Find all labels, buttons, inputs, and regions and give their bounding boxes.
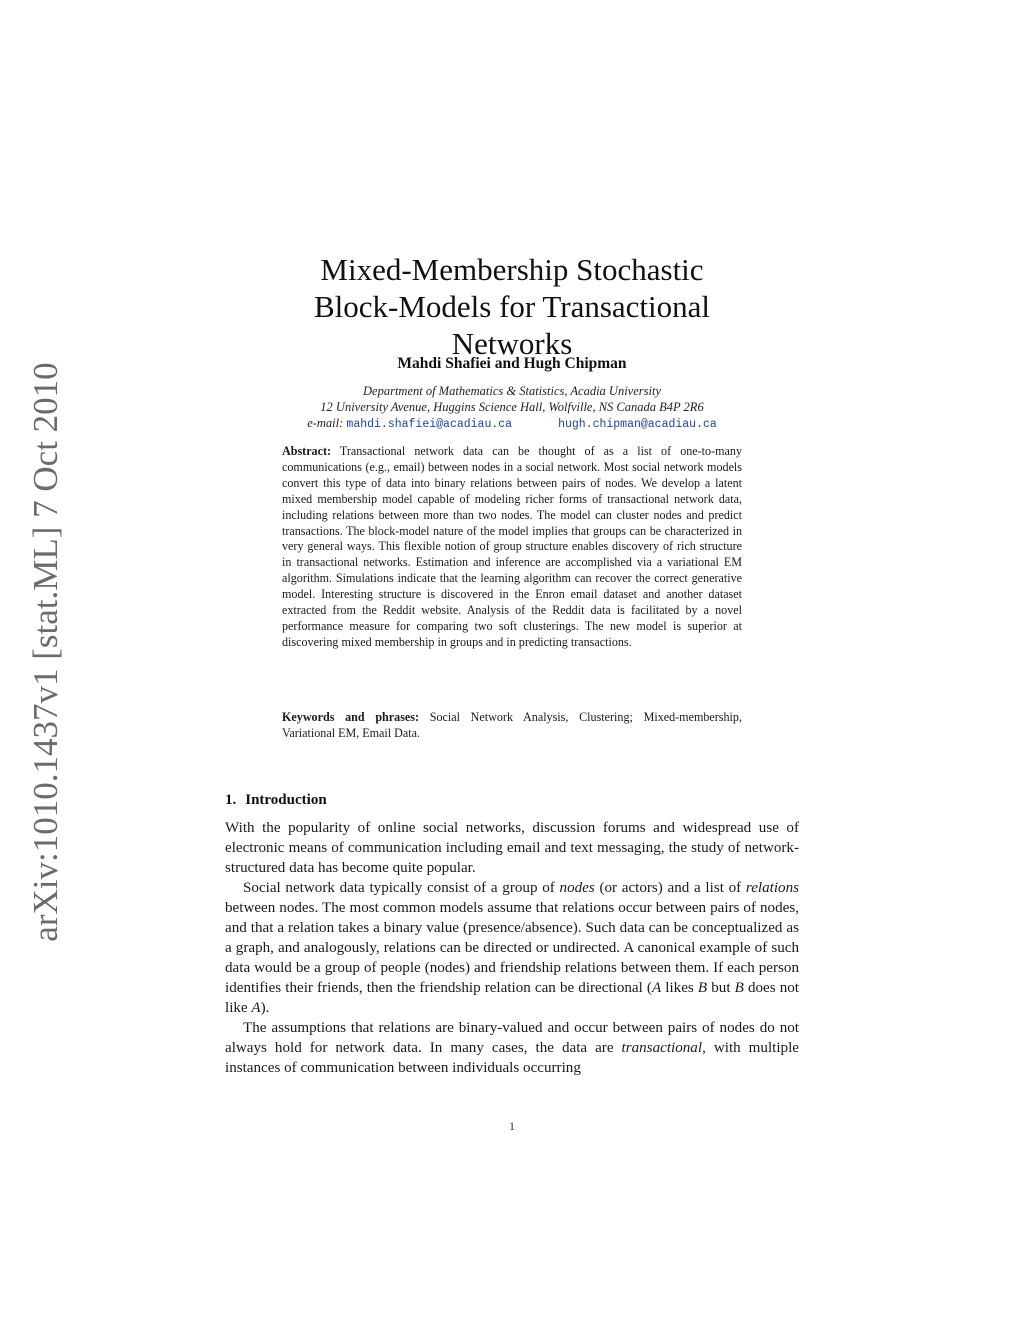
author-list: Mahdi Shafiei and Hugh Chipman <box>397 355 627 372</box>
section-heading-introduction <box>225 792 327 809</box>
term-nodes: nodes <box>559 880 595 896</box>
title-line: Mixed-Membership Stochastic <box>320 251 704 287</box>
abstract-text: Transactional network data can be thought of as a list of one-to-many communications (e.g., email) between nodes in a social network. Most social network models convert this type of data into binary relations between pairs of nodes. We develop a latent mixed membership model capable of modeling richer forms of transactional network data, including relations between more than two nodes. The model can cluster nodes and predict transactions. The block-model nature of the model implies that groups can be characterized in very general ways. This flexible notion of group structure enables discovery of rich structure in transactional networks. Estimation and inference are accomplished via a variational EM algorithm. Simulations indicate that the learning algorithm can recover the correct generative model. Interesting structure is discovered in the Enron email dataset and another dataset extracted from the Reddit website. Analysis of the Reddit data is facilitated by a novel performance measure for comparing two soft clusterings. The new model is superior at discovering mixed membership in groups and in predicting transactions. <box>282 444 742 649</box>
abstract <box>282 444 742 651</box>
abstract-label: Abstract: <box>282 444 332 458</box>
term-relations: relations <box>745 880 799 896</box>
address: 12 University Avenue, Huggins Science Hall, Wolfville, NS Canada B4P 2R6 <box>320 400 704 414</box>
email-label: e-mail: <box>307 416 344 430</box>
affiliation-block <box>200 383 824 433</box>
paragraph: Social network data typically consist of a group of nodes (or actors) and a list of relations between nodes. The most common models assume that relations occur between pairs of nodes, and that a relation takes a binary value (presence/absence). Such data can be conceptualized as a graph, and analogously, relations can be directed or undirected. A canonical example of such data would be a group of people (nodes) and friendship relations between them. If each person identifies their friends, then the friendship relation can be directional (A likes B but B does not like A). <box>225 880 799 1016</box>
title-line: Block-Models for Transactional <box>313 288 711 324</box>
paper-title <box>262 251 762 362</box>
keywords-text: Social Network Analysis, Clustering; Mixed-membership, Variational EM, Email Data. <box>282 710 742 740</box>
section-title: Introduction <box>245 792 327 809</box>
term-transactional: transactional <box>621 1040 703 1056</box>
email-line <box>200 415 824 433</box>
keywords <box>282 710 742 742</box>
email-link-shafiei[interactable]: mahdi.shafiei@acadiau.ca <box>346 418 513 431</box>
paragraph: The assumptions that relations are binary-valued and occur between pairs of nodes do not always hold for network data. In many cases, the data are transactional, with multiple instances of communication between individuals occurring <box>225 1020 799 1076</box>
department: Department of Mathematics & Statistics, Acadia University <box>363 384 661 398</box>
email-link-chipman[interactable]: hugh.chipman@acadiau.ca <box>558 418 717 431</box>
section-number: 1. <box>225 792 237 809</box>
title-line: Networks <box>451 325 573 361</box>
keywords-label: Keywords and phrases: <box>282 710 420 724</box>
page-number: 1 <box>509 1119 515 1133</box>
paragraph: With the popularity of online social networks, discussion forums and widespread use of electronic means of communication including email and text messaging, the study of network-structured data has become quite popular. <box>225 820 799 876</box>
introduction-body <box>225 818 799 1078</box>
arxiv-identifier-stamp: arXiv:1010.1437v1 [stat.ML] 7 Oct 2010 <box>26 362 65 942</box>
